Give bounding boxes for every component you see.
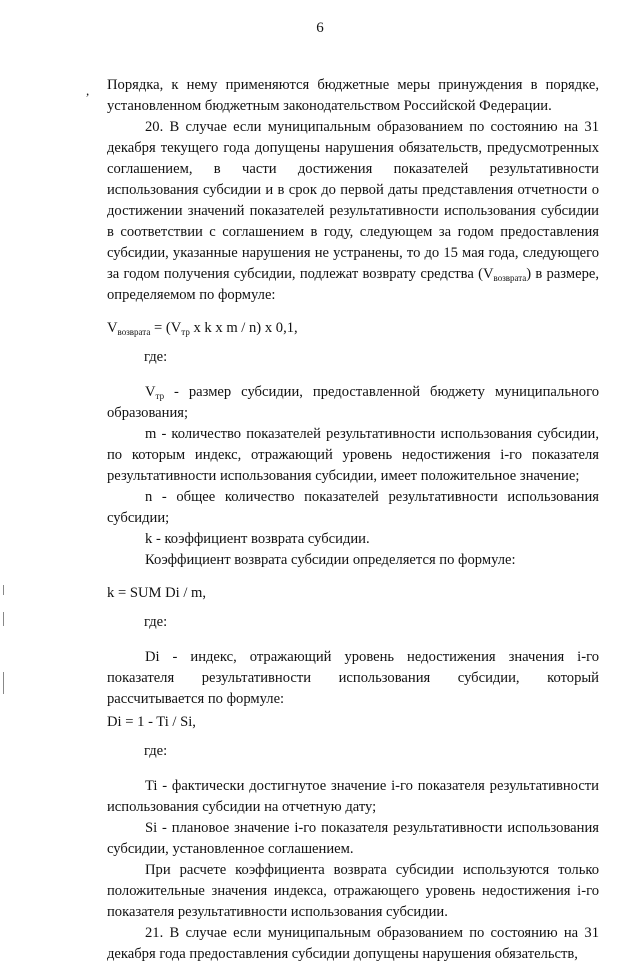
formula-return-amount (107, 318, 599, 339)
paragraph-20-text: 20. В случае если муниципальным образованием по состоянию на 31 декабря текущего года допущены нарушения обязательств, предусмотренных соглашением, в части достижения показателей результативности использования субсидии и в срок до первой даты представления отчетности о достижении значений показателей результативности использования субсидии в соответствии с соглашением в году, следующем за годом предоставления субсидии, указанные нарушения не устранены, то до 15 мая года, следующего за годом получения субсидии, подлежат возврату средства (V (107, 119, 599, 282)
formula-part: = (V (150, 320, 182, 336)
definition-si: Si - плановое значение i-го показателя результативности использования субсидии, установленное соглашением. (107, 820, 599, 857)
where-label: где: (144, 614, 168, 630)
where-label: где: (144, 743, 168, 759)
definition-subscript: тр (155, 391, 165, 401)
definition-symbol: V (145, 384, 156, 400)
formula-symbol: V (107, 320, 118, 336)
definition-n: n - общее количество показателей результативности использования субсидии; (107, 489, 599, 526)
scan-edge-mark (3, 612, 4, 626)
paragraph-21: 21. В случае если муниципальным образованием по состоянию на 31 декабря года предоставления субсидии допущены нарушения обязательств, (107, 925, 599, 962)
formula-index: Di = 1 - Ti / Si, (107, 714, 196, 730)
definition-k: k - коэффициент возврата субсидии. (145, 531, 370, 547)
definition-ti: Ti - фактически достигнутое значение i-го показателя результативности использования субсидии на отчетную дату; (107, 778, 599, 815)
where-label: где: (144, 349, 168, 365)
definition-vtr (107, 382, 599, 424)
subscript: возврата (493, 273, 527, 283)
scan-edge-mark (3, 672, 4, 694)
scan-edge-mark (3, 585, 4, 595)
page-number: 6 (316, 20, 324, 36)
definition-m: m - количество показателей результативности использования субсидии, по которым индекс, отражающий уровень недостижения i-го показателя результативности использования субсидии, имеет положительное значение; (107, 426, 599, 484)
paragraph-continuation: Порядка, к нему применяются бюджетные меры принуждения в порядке, установленном бюджетным законодательством Российской Федерации. (107, 77, 599, 114)
definition-text: - размер субсидии, предоставленной бюджету муниципального образования; (107, 384, 599, 421)
definition-di: Di - индекс, отражающий уровень недостижения значения i-го показателя результативности использования субсидии, который рассчитывается по формуле: (107, 649, 599, 707)
document-body (107, 75, 599, 965)
paragraph-20-tail: ) в размере, определяемом по формуле: (107, 266, 599, 303)
formula-subscript: возврата (117, 327, 151, 337)
formula-part: x k x m / n) x 0,1, (189, 320, 298, 336)
paragraph-20 (107, 117, 599, 306)
formula-subscript: тр (181, 327, 190, 337)
margin-mark: , (86, 83, 90, 98)
paragraph-calculation: При расчете коэффициента возврата субсидии используются только положительные значения индекса, отражающего уровень недостижения i-го показателя результативности использования субсидии. (107, 862, 599, 920)
coefficient-intro: Коэффициент возврата субсидии определяется по формуле: (145, 552, 516, 568)
formula-coefficient: k = SUM Di / m, (107, 585, 207, 601)
